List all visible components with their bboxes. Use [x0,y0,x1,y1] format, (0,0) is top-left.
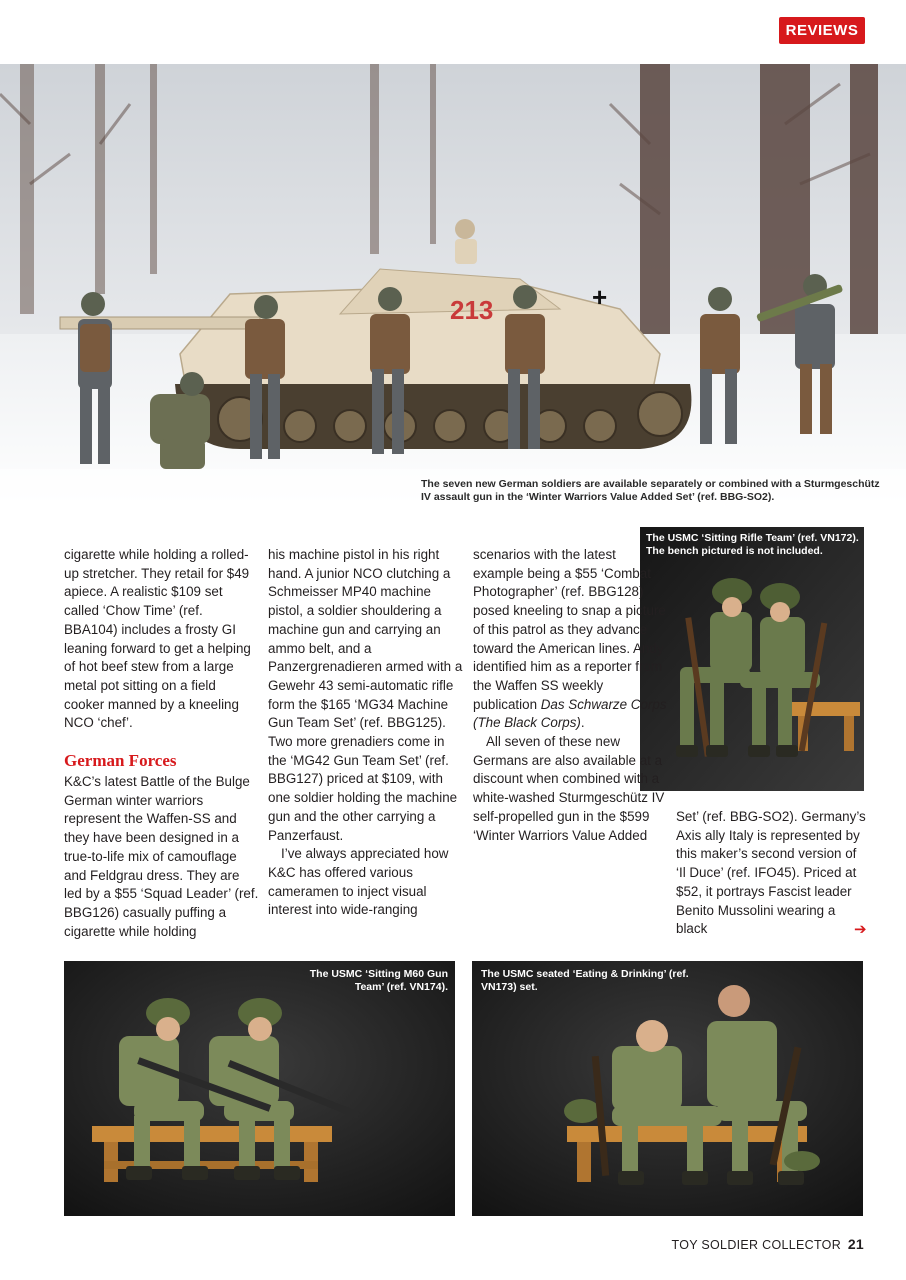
publication-title: Das Schwarze Corps (The Black Corps) [473,696,667,731]
page-number: 21 [847,1236,864,1252]
paragraph: Set’ (ref. BBG-SO2). Germany’s Axis ally Italy is represented by this maker’s second version of ‘Il Duce’ (ref. IFO45). Priced at $52, it portrays Fascist leader Benito Mussolini wearing a black [676,809,866,937]
column-2 [268,546,463,920]
caption-vn174: The USMC ‘Sitting M60 Gun Team’ (ref. VN174). [309,968,448,993]
paragraph: I’ve always appreciated how K&C has offered various cameramen to inject visual interest into wide-ranging [268,846,449,918]
arrow-right-icon: ➔ [854,921,867,938]
photo-sitting-m60-gun-team [64,961,455,1216]
svg-text:+: + [592,282,608,312]
section-badge: REVIEWS [779,17,865,44]
paragraph: his machine pistol in his right hand. A junior NCO clutching a Schmeisser MP40 machine pistol, a soldier shouldering a machine gun and carrying an ammo belt, and a Panzergrenadieren armed with a Gewehr 43 semi-automatic rifle form the $165 ‘MG34 Machine Gun Team Set’ (ref. BBG125). Two more grenadiers come in the ‘MG42 Gun Team Set’ (ref. BBG127) priced at $109, with one soldier holding the machine gun and the other carrying a Panzerfaust. [268,547,463,843]
hero-photo [0,64,906,514]
page-footer [671,1236,864,1252]
photo-sitting-rifle-team [640,527,864,791]
paragraph: K&C’s latest Battle of the Bulge German winter warriors represent the Waffen-SS and they have been designed in a true-to-life mix of camouflage and Feldgrau dress. They are led by a $55 ‘Squad Leader’ (ref. BBG126) casually puffing a cigarette while holding [64,774,259,939]
hero-caption: The seven new German soldiers are available separately or combined with a Sturmgeschütz IV assault gun in the ‘Winter Warriors Value Added Set’ (ref. BBG-SO2). [421,478,880,503]
column-1 [64,546,259,941]
paragraph: scenarios with the latest example being a $55 ‘Combat Photographer’ (ref. BBG128) posed kneeling to snap a picture of this patrol as they advance toward the American lines. Andy identified him as a reporter from the Waffen SS weekly publication Das Schwarze Corps (The Black Corps). [473,547,667,731]
column-3 [473,546,668,845]
column-4 [676,808,866,939]
subheading-german-forces: German Forces [64,751,177,771]
paragraph: cigarette while holding a rolled-up stretcher. They retail for $49 apiece. A realistic $109 set called ‘Chow Time’ (ref. BBA104) includes a frosty GI leaning forward to get a helping of hot beef stew from a large metal pot sitting on a field cooker manned by a kneeling NCO ‘chef’. [64,547,251,731]
publication-name: TOY SOLDIER COLLECTOR [671,1238,842,1252]
paragraph: All seven of these new Germans are also available at a discount when combined with a white-washed Sturmgeschütz IV self-propelled gun in the $599 ‘Winter Warriors Value Added [473,734,665,843]
caption-vn173: The USMC seated ‘Eating & Drinking’ (ref. VN173) set. [481,968,689,993]
tank-number: 213 [450,295,494,325]
photo-eating-drinking [472,961,863,1216]
caption-vn172: The USMC ‘Sitting Rifle Team’ (ref. VN172). The bench pictured is not included. [646,532,859,557]
